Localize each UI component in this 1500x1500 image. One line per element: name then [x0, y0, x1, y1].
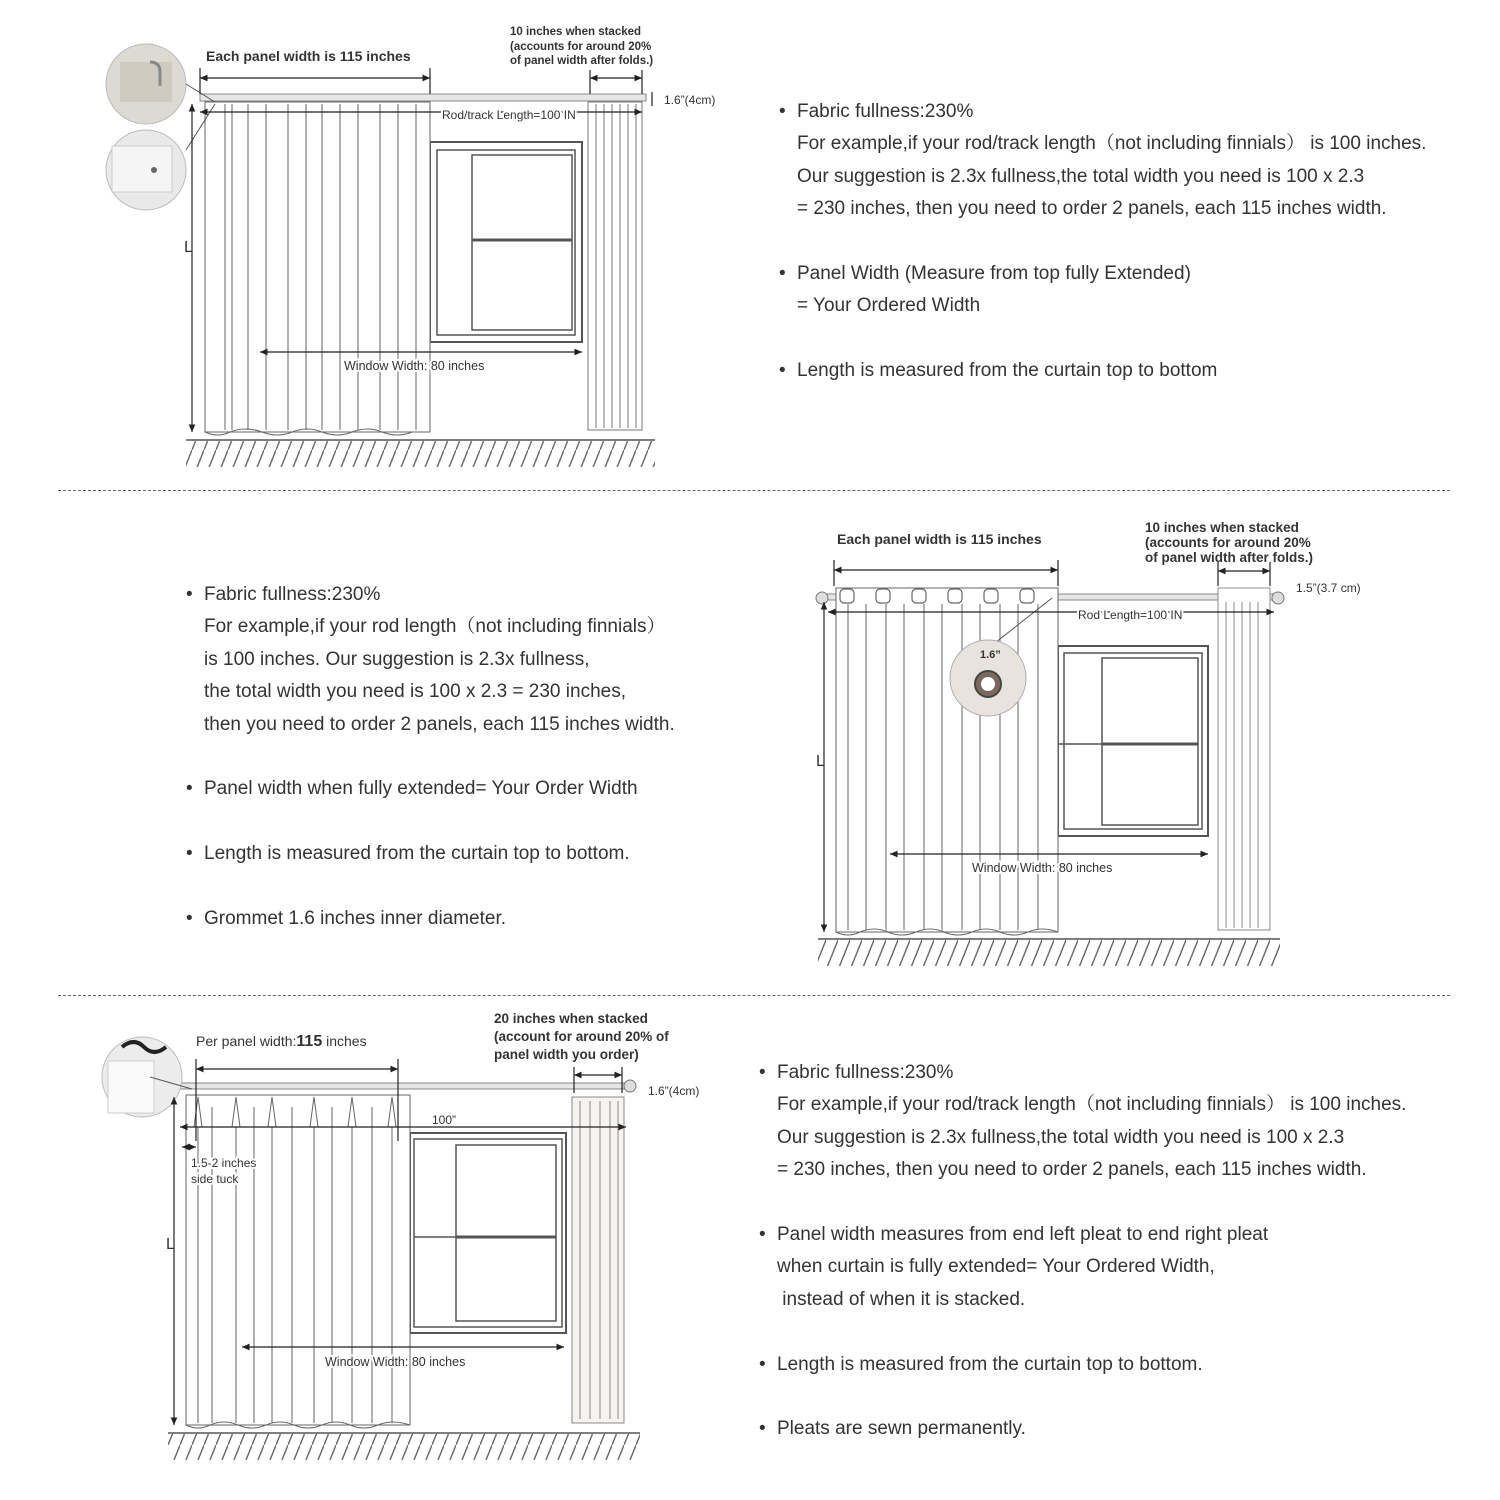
note-line: • Fabric fullness:230%: [204, 584, 381, 605]
stacked-label-line-1: 10 inches when stacked: [510, 26, 642, 38]
floor: [168, 1433, 640, 1460]
curtain-rod: [200, 94, 646, 101]
panel-pinch-pleat-curtain: [0, 995, 1500, 1500]
panel-width-label: [196, 1033, 367, 1050]
note-line: = 230 inches, then you need to order 2 panels, each 115 inches width.: [777, 1159, 1367, 1181]
pinch-pleat-notes: [759, 1057, 1406, 1478]
stacked-label-line-2: (accounts for around 20%: [1145, 535, 1311, 550]
stacked-panel: [1218, 588, 1270, 930]
rod-length-label: Rod Length=100 IN: [1078, 608, 1183, 622]
floor: [818, 939, 1280, 966]
panel-grommet-curtain: [0, 490, 1500, 995]
note-line: For example,if your rod length（not including finnials）: [204, 616, 666, 638]
pinch-pleat-curtain-diagram: [0, 995, 740, 1500]
note-grommet: [186, 903, 675, 935]
note-line: • Length is measured from the curtain top to bottom: [797, 360, 1218, 382]
note-line: For example,if your rod/track length（not including finnials） is 100 inches.: [797, 133, 1427, 155]
window: [410, 1133, 566, 1333]
note-line: instead of when it is stacked.: [777, 1288, 1026, 1310]
note-line: = 230 inches, then you need to order 2 panels, each 115 inches width.: [797, 198, 1387, 220]
stacked-panel: [588, 102, 642, 430]
grommet-curtain-diagram: [790, 490, 1410, 995]
hook-detail-images: [106, 44, 215, 210]
note-line: For example,if your rod/track length（not including finnials） is 100 inches.: [777, 1094, 1407, 1116]
stacked-label-line-3: of panel width after folds.): [1145, 550, 1313, 565]
stacked-label-line-2: (account for around 20% of: [494, 1029, 669, 1044]
note-panel-width: [186, 773, 675, 805]
note-length: [779, 355, 1426, 387]
stacked-label-line-3: panel width you order): [494, 1047, 639, 1062]
note-line: • Fabric fullness:230%: [797, 101, 974, 122]
note-fabric-fullness: [779, 96, 1426, 226]
note-line: • Panel width measures from end left pleat to end right pleat: [777, 1224, 1269, 1246]
note-line: • Length is measured from the curtain top to bottom.: [777, 1353, 1203, 1375]
note-line: • Pleats are sewn permanently.: [777, 1418, 1026, 1440]
note-fabric-fullness: [186, 579, 675, 741]
rod-length-label: 100”: [432, 1113, 457, 1127]
rod-length-label: Rod/track Length=100 IN: [442, 108, 576, 122]
hook-detail-images: [102, 1037, 192, 1117]
header-height-label: 1.6”(4cm): [664, 93, 716, 107]
window: [430, 142, 582, 342]
track-curtain-notes: [779, 96, 1426, 420]
note-line: • Length is measured from the curtain top to bottom.: [204, 843, 630, 865]
window-width-label: Window Width: 80 inches: [344, 359, 485, 373]
stacked-panel: [572, 1097, 624, 1423]
note-line: • Panel Width (Measure from top fully Extended): [797, 263, 1191, 285]
stacked-label-line-2: (accounts for around 20%: [510, 41, 652, 53]
stacked-label-line-1: 20 inches when stacked: [494, 1011, 648, 1026]
stacked-label-line-1: 10 inches when stacked: [1145, 520, 1299, 535]
curtain-panel: [836, 588, 1058, 935]
note-line: • Fabric fullness:230%: [777, 1062, 954, 1083]
note-panel-width: [759, 1219, 1406, 1316]
note-line: = Your Ordered Width: [797, 295, 981, 317]
panel-width-value: 115: [296, 1033, 323, 1050]
floor: [186, 440, 655, 467]
note-panel-width: [779, 258, 1426, 323]
curtain-panel: [205, 102, 430, 435]
grommet-size-label: 1.6”: [980, 649, 1001, 661]
note-line: • Panel width when fully extended= Your Order Width: [204, 778, 638, 800]
note-line: when curtain is fully extended= Your Ordered Width,: [777, 1256, 1215, 1278]
window: [1058, 646, 1208, 836]
panel-track-curtain: [0, 0, 1500, 490]
header-height-label: 1.5”(3.7 cm): [1296, 581, 1361, 595]
note-length: [759, 1349, 1406, 1381]
curtain-panel: [186, 1095, 410, 1428]
length-marker: L: [816, 753, 825, 770]
note-line: • Grommet 1.6 inches inner diameter.: [204, 908, 507, 930]
side-tuck-label-line-1: 1.5-2 inches: [191, 1156, 257, 1170]
length-marker: L: [184, 239, 193, 256]
track-curtain-diagram: [0, 0, 740, 490]
window-width-label: Window Width: 80 inches: [325, 1355, 466, 1369]
header-height-label: 1.6”(4cm): [648, 1084, 700, 1098]
panel-width-prefix: Per panel width:: [196, 1033, 297, 1049]
note-line: then you need to order 2 panels, each 115 inches width.: [204, 713, 675, 735]
curtain-rod: [176, 1080, 636, 1092]
panel-width-label: Each panel width is 115 inches: [837, 531, 1042, 547]
panel-width-suffix: inches: [322, 1033, 367, 1049]
note-length: [186, 838, 675, 870]
length-marker: L: [166, 1236, 175, 1253]
panel-width-label: Each panel width is 115 inches: [206, 48, 411, 64]
note-line: is 100 inches. Our suggestion is 2.3x fullness,: [204, 648, 590, 670]
note-line: the total width you need is 100 x 2.3 = 230 inches,: [204, 681, 626, 703]
note-fabric-fullness: [759, 1057, 1406, 1187]
stacked-label-line-3: of panel width after folds.): [510, 55, 654, 67]
note-line: Our suggestion is 2.3x fullness,the total width you need is 100 x 2.3: [797, 165, 1365, 187]
window-width-label: Window Width: 80 inches: [972, 861, 1113, 875]
side-tuck-label-line-2: side tuck: [191, 1172, 239, 1186]
note-line: Our suggestion is 2.3x fullness,the total width you need is 100 x 2.3: [777, 1126, 1345, 1148]
grommet-curtain-notes: [186, 579, 675, 968]
note-pleats: [759, 1413, 1406, 1445]
